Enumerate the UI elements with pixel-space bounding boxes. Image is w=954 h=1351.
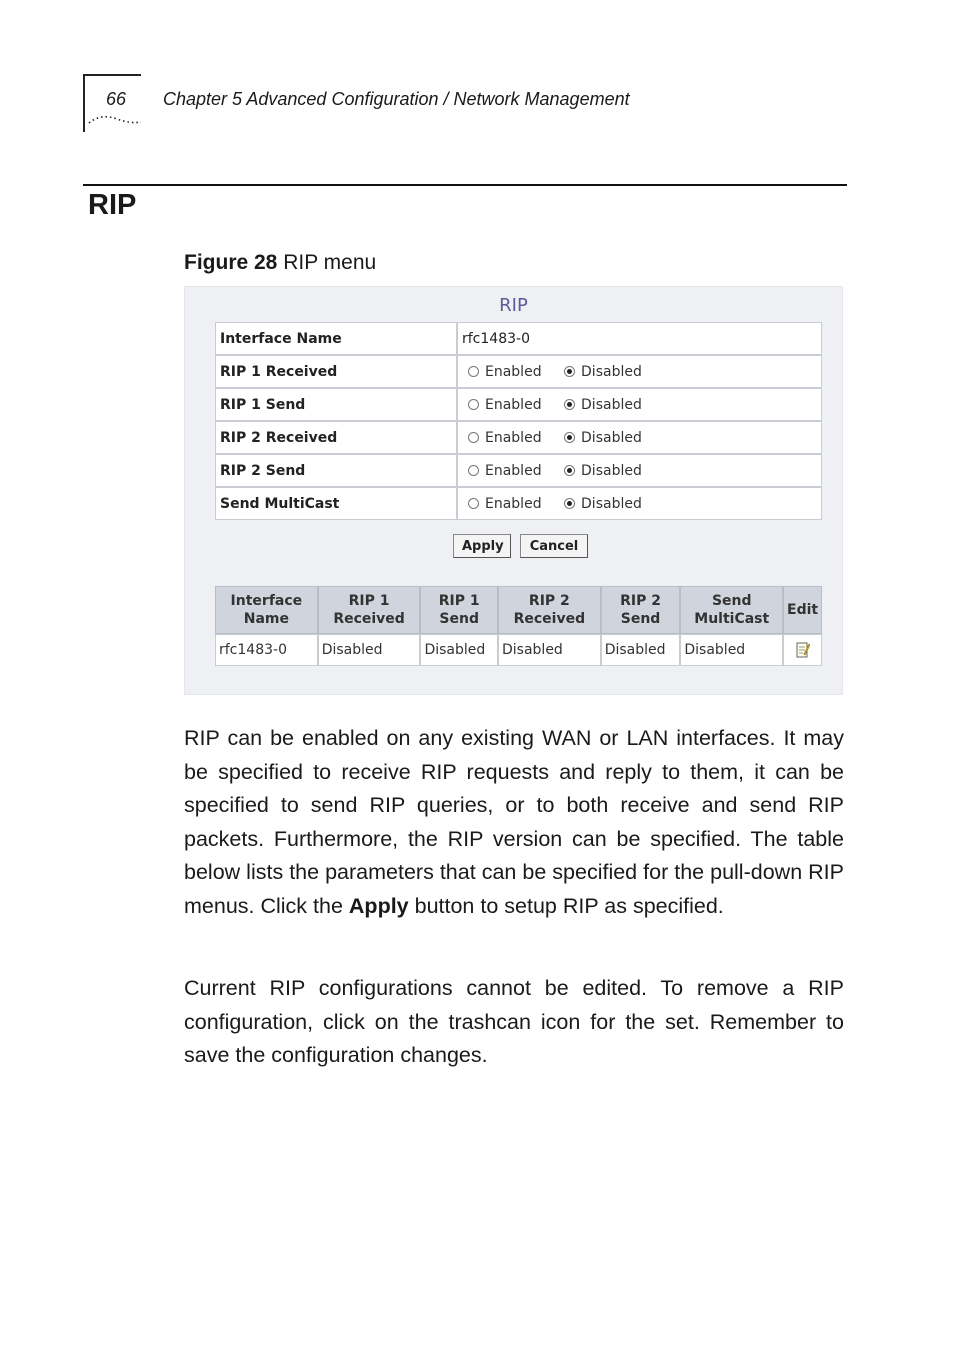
- radio-enabled[interactable]: [468, 399, 479, 410]
- radio-disabled[interactable]: [564, 498, 575, 509]
- section-rule: [83, 184, 847, 186]
- header-line: RIP 2: [620, 592, 661, 609]
- radio-group: [457, 355, 822, 388]
- header-line: Send: [711, 592, 752, 609]
- option-label: Disabled: [581, 495, 642, 512]
- header-line: Name: [243, 611, 289, 627]
- figure-label: Figure 28: [184, 251, 278, 274]
- cancel-button[interactable]: Cancel: [520, 534, 588, 558]
- apply-keyword: Apply: [348, 893, 409, 918]
- rip-menu-screenshot: [184, 286, 843, 695]
- edit-cell: [783, 634, 822, 666]
- corner-mark-vertical: [83, 74, 85, 132]
- running-title: Chapter 5 Advanced Configuration / Network Management: [163, 89, 630, 109]
- form-label: Send MultiCast: [215, 487, 457, 520]
- radio-enabled[interactable]: [468, 465, 479, 476]
- column-header: [420, 586, 498, 634]
- figure-caption: [184, 251, 376, 275]
- option-label: Disabled: [581, 363, 642, 380]
- table-cell: rfc1483-0: [215, 634, 318, 666]
- form-row-rip2-received: [215, 421, 822, 454]
- form-label: RIP 1 Received: [215, 355, 457, 388]
- radio-disabled[interactable]: [564, 432, 575, 443]
- option-label: Disabled: [581, 429, 642, 446]
- column-header: [783, 586, 822, 634]
- header-line: RIP 1: [438, 592, 480, 609]
- form-row-rip2-send: [215, 454, 822, 487]
- radio-enabled[interactable]: [468, 432, 479, 443]
- header-line: Send: [620, 611, 661, 627]
- option-label: Enabled: [485, 363, 542, 380]
- radio-enabled[interactable]: [468, 498, 479, 509]
- header-line: Send: [439, 611, 479, 627]
- radio-disabled[interactable]: [564, 465, 575, 476]
- section-title: RIP: [88, 189, 137, 221]
- table-cell: Disabled: [680, 634, 783, 666]
- table-cell: Disabled: [498, 634, 601, 666]
- header-line: Interface: [230, 592, 303, 609]
- option-label: Disabled: [581, 396, 642, 413]
- column-header: [680, 586, 783, 634]
- dotted-arc-ornament: [87, 113, 143, 127]
- option-label: Enabled: [485, 429, 542, 446]
- column-header: [318, 586, 421, 634]
- form-label: RIP 2 Received: [215, 421, 457, 454]
- column-header: [498, 586, 601, 634]
- figure-caption-text: RIP menu: [277, 251, 377, 274]
- option-label: Enabled: [485, 396, 542, 413]
- screen-title: RIP: [499, 295, 528, 316]
- form-row-send-multicast: [215, 487, 822, 520]
- header-line: Received: [333, 611, 405, 627]
- option-label: Enabled: [485, 462, 542, 479]
- paragraph-text: RIP can be enabled on any existing WAN or LAN interfaces. It may be specified to receive RIP requests and reply to them, it can be specified to send RIP queries, or to both receive and send RIP packets. Furthermore, the RIP version can be specified. The table below lists the parameters that can be specified for the pull-down RIP menus. Click the: [184, 726, 844, 918]
- rip-config-table: [215, 586, 822, 666]
- header-line: Edit: [787, 601, 819, 618]
- form-label: RIP 2 Send: [215, 454, 457, 487]
- table-header-row: [215, 586, 822, 634]
- form-row-rip1-received: [215, 355, 822, 388]
- header-line: RIP 2: [528, 592, 570, 609]
- form-row-interface: [215, 322, 822, 355]
- apply-button[interactable]: Apply: [453, 534, 511, 558]
- radio-group: [457, 487, 822, 520]
- form-label: RIP 1 Send: [215, 388, 457, 421]
- header-line: RIP 1: [348, 592, 390, 609]
- paragraph-2: Current RIP configurations cannot be edited. To remove a RIP configuration, click on the trashcan icon for the set. Remember to save the configuration changes.: [184, 976, 844, 1067]
- table-cell: Disabled: [601, 634, 681, 666]
- table-row: [215, 634, 822, 666]
- column-header: [601, 586, 681, 634]
- paragraph-1: [184, 722, 844, 923]
- table-cell: Disabled: [420, 634, 498, 666]
- radio-disabled[interactable]: [564, 366, 575, 377]
- radio-enabled[interactable]: [468, 366, 479, 377]
- radio-group: [457, 454, 822, 487]
- edit-note-icon[interactable]: [796, 641, 810, 659]
- header-line: MultiCast: [694, 611, 770, 627]
- corner-mark-horizontal: [83, 74, 141, 76]
- header-line: Received: [513, 611, 586, 627]
- option-label: Disabled: [581, 462, 642, 479]
- radio-group: [457, 421, 822, 454]
- radio-disabled[interactable]: [564, 399, 575, 410]
- interface-name-field[interactable]: rfc1483-0: [457, 322, 822, 355]
- option-label: Enabled: [485, 495, 542, 512]
- radio-group: [457, 388, 822, 421]
- paragraph-text: button to setup RIP as specified.: [408, 893, 724, 918]
- table-cell: Disabled: [318, 634, 421, 666]
- form-label: Interface Name: [215, 322, 457, 355]
- page-number: 66: [106, 89, 127, 109]
- form-row-rip1-send: [215, 388, 822, 421]
- column-header: [215, 586, 318, 634]
- rip-form: [215, 322, 822, 520]
